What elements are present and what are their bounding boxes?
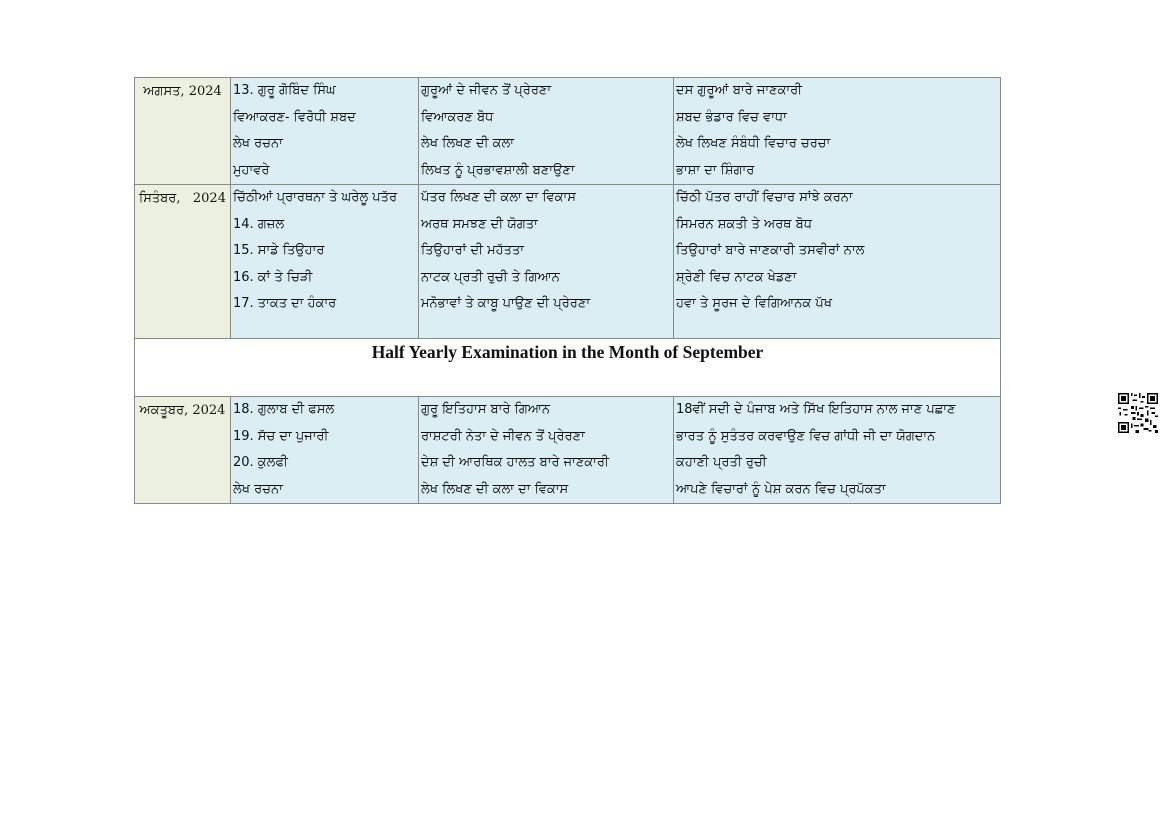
outcome-item: ਭਾਰਤ ਨੂੰ ਸੁਤੰਤਰ ਕਰਵਾਉਣ ਵਿਚ ਗਾਂਧੀ ਜੀ ਦਾ ਯੋਗਦਾਨ <box>676 428 936 444</box>
qr-code-icon <box>1118 393 1158 433</box>
outcome-item: ਤਿਉਹਾਰਾਂ ਬਾਰੇ ਜਾਣਕਾਰੀ ਤਸਵੀਰਾਂ ਨਾਲ <box>676 243 865 258</box>
topic-item: ਲੇਖ ਰਚਨਾ <box>233 136 283 151</box>
exam-note: Half Yearly Examination in the Month of September <box>371 342 764 362</box>
month-label: ਅਕਤੂਬਰ, 2024 <box>139 403 226 418</box>
outcome-item: ਆਪਣੇ ਵਿਚਾਰਾਂ ਨੂੰ ਪੇਸ਼ ਕਰਨ ਵਿਚ ਪ੍ਰਪੱਕਤਾ <box>676 481 886 497</box>
month-cell-october <box>135 397 231 504</box>
topic-item: 15. ਸਾਡੇ ਤਿਉਹਾਰ <box>233 243 325 258</box>
outcome-item: ਕਹਾਣੀ ਪ੍ਰਤੀ ਰੁਚੀ <box>676 455 767 470</box>
topics-cell <box>231 78 419 185</box>
objective-item: ਦੇਸ਼ ਦੀ ਆਰਥਿਕ ਹਾਲਤ ਬਾਰੇ ਜਾਣਕਾਰੀ <box>421 455 609 470</box>
outcome-item: ਹਵਾ ਤੇ ਸੂਰਜ ਦੇ ਵਿਗਿਆਨਕ ਪੱਖ <box>676 296 832 311</box>
objective-item: ਲੇਖ ਲਿਖਣ ਦੀ ਕਲਾ ਦਾ ਵਿਕਾਸ <box>421 481 569 497</box>
topic-item: 18. ਗੁਲਾਬ ਦੀ ਫਸਲ <box>233 402 335 417</box>
outcomes-cell <box>674 397 1001 504</box>
topic-item: 17. ਤਾਕਤ ਦਾ ਹੰਕਾਰ <box>233 296 337 311</box>
outcome-item: ਦਸ ਗੁਰੂਆਂ ਬਾਰੇ ਜਾਣਕਾਰੀ <box>676 83 803 98</box>
outcomes-cell <box>674 78 1001 185</box>
topic-item: ਮੁਹਾਵਰੇ <box>233 162 270 178</box>
topic-item: ਵਿਆਕਰਣ- ਵਿਰੋਧੀ ਸ਼ਬਦ <box>233 109 356 125</box>
topic-item: 20. ਕੁਲਫੀ <box>233 455 288 470</box>
objective-item: ਤਿਉਹਾਰਾਂ ਦੀ ਮਹੱਤਤਾ <box>421 243 525 258</box>
outcome-item: ਸਿਮਰਨ ਸ਼ਕਤੀ ਤੇ ਅਰਥ ਬੋਧ <box>676 216 812 232</box>
table-row-october <box>135 397 1001 504</box>
objectives-cell <box>419 78 674 185</box>
topic-item: 14. ਗਜ਼ਲ <box>233 216 285 232</box>
objective-item: ਗੁਰੂ ਇਤਿਹਾਸ ਬਾਰੇ ਗਿਆਨ <box>421 402 551 417</box>
objective-item: ਨਾਟਕ ਪ੍ਰਤੀ ਰੁਚੀ ਤੇ ਗਿਆਨ <box>421 269 560 285</box>
month-cell-august <box>135 78 231 185</box>
objective-item: ਲਿਖਤ ਨੂੰ ਪ੍ਰਭਾਵਸ਼ਾਲੀ ਬਣਾਉਣਾ <box>421 162 575 178</box>
table-row-august <box>135 78 1001 185</box>
topic-item: 13. ਗੁਰੂ ਗੋਬਿੰਦ ਸਿੰਘ <box>233 83 336 98</box>
outcome-item: ਸ਼੍ਰੇਣੀ ਵਿਚ ਨਾਟਕ ਖੇਡਣਾ <box>676 269 797 285</box>
objective-item: ਪੱਤਰ ਲਿਖਣ ਦੀ ਕਲਾ ਦਾ ਵਿਕਾਸ <box>421 190 576 205</box>
syllabus-table <box>134 77 1001 504</box>
topics-cell <box>231 185 419 339</box>
objective-item: ਲੇਖ ਲਿਖਣ ਦੀ ਕਲਾ <box>421 136 514 151</box>
objective-item: ਰਾਸ਼ਟਰੀ ਨੇਤਾ ਦੇ ਜੀਵਨ ਤੋਂ ਪ੍ਰੇਰਣਾ <box>421 428 585 444</box>
objective-item: ਗੁਰੂਆਂ ਦੇ ਜੀਵਨ ਤੋਂ ਪ੍ਰੇਰਣਾ <box>421 83 552 98</box>
topic-item: ਚਿੱਠੀਆਂ ਪ੍ਰਾਰਥਨਾ ਤੇ ਘਰੇਲੂ ਪਤੱਰ <box>233 190 398 205</box>
topics-cell <box>231 397 419 504</box>
outcomes-cell <box>674 185 1001 339</box>
objective-item: ਵਿਆਕਰਣ ਬੋਧ <box>421 109 494 125</box>
objectives-cell <box>419 185 674 339</box>
month-label: ਸਿਤੰਬਰ, 2024 <box>139 191 226 206</box>
table-row-september <box>135 185 1001 339</box>
topic-item: 16. ਕਾਂ ਤੇ ਚਿੜੀ <box>233 269 313 285</box>
outcome-item: ਚਿੱਠੀ ਪੱਤਰ ਰਾਹੀਂ ਵਿਚਾਰ ਸਾਂਝੇ ਕਰਨਾ <box>676 190 853 205</box>
objective-item: ਮਨੋਭਾਵਾਂ ਤੇ ਕਾਬੂ ਪਾਉਣ ਦੀ ਪ੍ਰੇਰਣਾ <box>421 296 591 311</box>
exam-note-cell <box>135 339 1001 397</box>
outcome-item: 18ਵੀਂ ਸਦੀ ਦੇ ਪੰਜਾਬ ਅਤੇ ਸਿੱਖ ਇਤਿਹਾਸ ਨਾਲ ਜਾਣ ਪਛਾਣ <box>676 402 956 417</box>
outcome-item: ਭਾਸ਼ਾ ਦਾ ਸ਼ਿੰਗਾਰ <box>676 162 755 178</box>
month-cell-september <box>135 185 231 339</box>
table-row-exam-note <box>135 339 1001 397</box>
objectives-cell <box>419 397 674 504</box>
topic-item: 19. ਸੱਚ ਦਾ ਪੁਜਾਰੀ <box>233 428 329 444</box>
month-label: ਅਗਸਤ, 2024 <box>143 84 222 99</box>
topic-item: ਲੇਖ ਰਚਨਾ <box>233 481 283 497</box>
outcome-item: ਲੇਖ ਲਿਖਣ ਸੰਬੰਧੀ ਵਿਚਾਰ ਚਰਚਾ <box>676 136 831 151</box>
objective-item: ਅਰਥ ਸਮਝਣ ਦੀ ਯੋਗਤਾ <box>421 216 538 232</box>
outcome-item: ਸ਼ਬਦ ਭੰਡਾਰ ਵਿਚ ਵਾਧਾ <box>676 109 787 125</box>
